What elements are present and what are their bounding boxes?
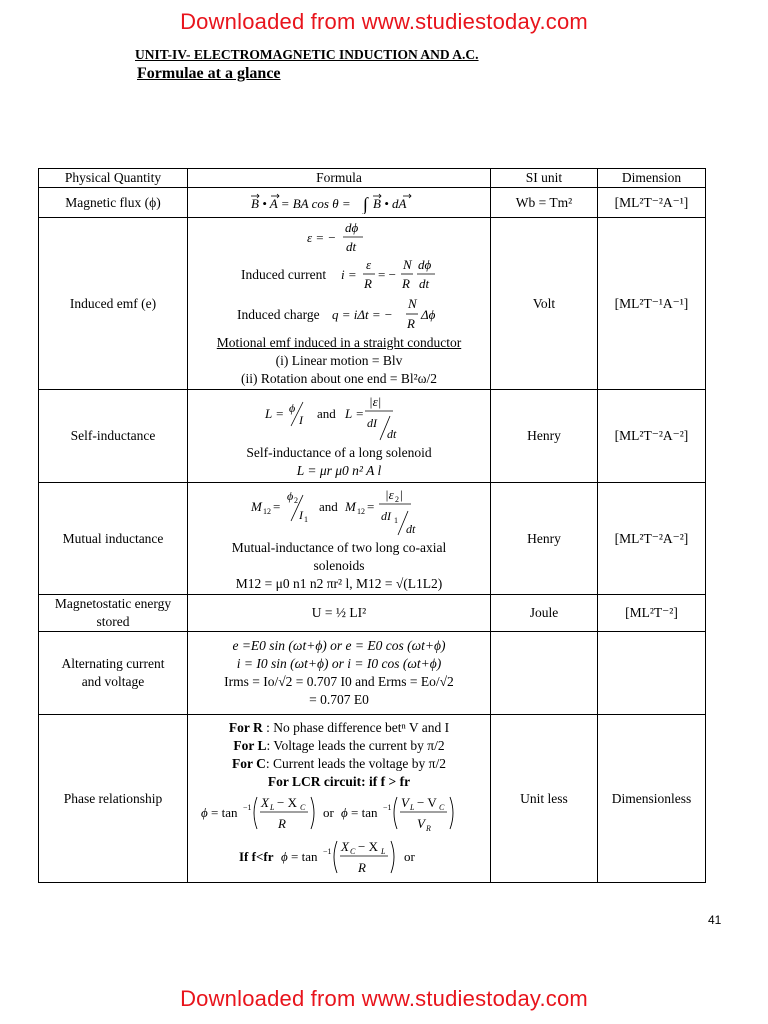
column-header-quantity: Physical Quantity (39, 169, 188, 188)
column-header-unit: SI unit (491, 169, 598, 188)
svg-text:C: C (350, 846, 356, 856)
svg-text:dϕ: dϕ (418, 256, 432, 272)
quantity-line-1: Alternating current (61, 656, 165, 671)
svg-text:−1: −1 (323, 846, 332, 856)
svg-text:L =: L = (345, 406, 365, 421)
phase-r-text: : No phase difference betⁿ V and I (266, 719, 450, 735)
svg-text:2: 2 (294, 495, 298, 505)
quantity-cell (39, 595, 188, 632)
phase-c-line (191, 755, 487, 773)
svg-text:R: R (364, 275, 372, 291)
svg-text:B • dA: B • dA (373, 195, 407, 211)
svg-text:q = iΔt = −: q = iΔt = − (332, 306, 393, 322)
quantity-line-2: stored (96, 614, 130, 629)
svg-text:12: 12 (263, 506, 271, 516)
svg-text:dt: dt (387, 427, 397, 441)
induced-current-line (191, 256, 487, 294)
table-header-row (39, 169, 706, 188)
unit-cell: Henry (491, 390, 598, 483)
dimension-cell: Dimensionless (598, 715, 706, 883)
induced-current-formula (341, 256, 441, 294)
unit-title: UNIT-IV- ELECTROMAGNETIC INDUCTION AND A.C. (135, 47, 479, 62)
svg-text:= −: = − (378, 266, 396, 282)
svg-text:dt: dt (419, 275, 430, 291)
svg-text:−1: −1 (383, 802, 392, 812)
page-number: 41 (708, 913, 722, 927)
formula-cell (188, 715, 491, 883)
quantity-cell (39, 632, 188, 715)
coaxial-formula: M12 = μ0 n1 n2 πr² l, M12 = √(L1L2) (235, 575, 443, 591)
phase-c-label: For C (232, 755, 266, 771)
formula-table (38, 168, 706, 883)
linear-motion-text: (i) Linear motion = Blv (275, 352, 403, 368)
svg-text:|ε: |ε (385, 486, 394, 502)
dimension-cell: [ML²T⁻²A⁻¹] (598, 188, 706, 218)
svg-text:dI: dI (381, 508, 391, 523)
sub-title: Formulae at a glance (137, 65, 281, 82)
svg-text:=: = (367, 498, 375, 514)
download-banner-top: Downloaded from www.studiestoday.com (180, 9, 588, 34)
formula-cell (188, 188, 491, 218)
svg-text:or: or (323, 804, 334, 820)
phase-l-label: For L (233, 737, 267, 753)
phase-r-line (191, 719, 487, 737)
table-row (39, 483, 706, 595)
quantity-cell: Magnetic flux (ϕ) (39, 188, 188, 218)
unit-cell: Wb = Tm² (491, 188, 598, 218)
phase-r-label: For R (228, 719, 263, 735)
quantity-cell: Induced emf (e) (39, 218, 188, 390)
svg-text:N: N (403, 256, 412, 272)
phase-l-line (191, 737, 487, 755)
coaxial-heading-1: Mutual-inductance of two long co-axial (231, 539, 447, 555)
svg-text:B • A = BA cos θ =: B • A = BA cos θ = (251, 195, 351, 211)
svg-text:C: C (439, 802, 445, 812)
svg-text:dI: dI (367, 416, 377, 430)
svg-text:X: X (341, 838, 349, 854)
svg-text:R: R (402, 275, 410, 291)
solenoid-heading: Self-inductance of a long solenoid (246, 445, 432, 460)
svg-text:I: I (299, 507, 303, 522)
dimension-cell: [ML²T⁻²A⁻²] (598, 483, 706, 595)
flux-formula (249, 192, 429, 214)
formula-cell (188, 632, 491, 715)
svg-text:= tan: = tan (291, 848, 318, 864)
svg-text:|ε|: |ε| (369, 394, 382, 409)
svg-text:V: V (401, 794, 409, 810)
svg-text:ϕ: ϕ (289, 401, 296, 415)
table-row (39, 188, 706, 218)
formula-cell: U = ½ LI² (188, 595, 491, 632)
mutual-inductance-formula (249, 485, 429, 539)
svg-text:ε: ε (366, 256, 372, 272)
svg-text:I: I (299, 413, 303, 427)
svg-text:i =: i = (341, 266, 357, 282)
ac-emf-formula: e =E0 sin (ωt+ϕ) or e = E0 cos (ωt+ϕ) (232, 638, 446, 653)
svg-text:R: R (426, 823, 431, 833)
svg-text:Δϕ: Δϕ (421, 306, 436, 322)
table-row (39, 595, 706, 632)
table-row (39, 632, 706, 715)
quantity-line-2: and voltage (81, 674, 145, 689)
svg-text:N: N (408, 295, 417, 311)
dimension-cell: [ML²T⁻²A⁻²] (598, 390, 706, 483)
svg-text:L: L (270, 802, 275, 812)
motional-emf-heading: Motional emf induced in a straight conductor (216, 334, 462, 350)
unit-cell: Henry (491, 483, 598, 595)
emf-formula (299, 220, 379, 256)
rms-formula-1: Irms = Io/√2 = 0.707 I0 and Erms = Eo/√2 (224, 674, 454, 689)
svg-text:− X: − X (277, 794, 297, 810)
unit-cell: Unit less (491, 715, 598, 883)
svg-text:− X: − X (358, 838, 378, 854)
induced-charge-formula (332, 294, 442, 334)
formula-cell (188, 483, 491, 595)
quantity-cell: Self-inductance (39, 390, 188, 483)
lcr-heading: For LCR circuit: if f > fr (267, 773, 411, 789)
rotation-text: (ii) Rotation about one end = Bl²ω/2 (240, 370, 438, 386)
phase-l-text: : Voltage leads the current by π/2 (266, 737, 445, 753)
rms-formula-2: = 0.707 E0 (309, 692, 369, 707)
table-row (39, 390, 706, 483)
dimension-cell: [ML²T⁻²] (598, 595, 706, 632)
lcr-low-label: If f<fr (239, 848, 274, 864)
svg-text:L: L (410, 802, 415, 812)
lcr-low-phase-formula (239, 835, 439, 879)
svg-text:ϕ: ϕ (341, 804, 348, 820)
quantity-cell: Mutual inductance (39, 483, 188, 595)
svg-text:C: C (300, 802, 306, 812)
dimension-cell (598, 632, 706, 715)
quantity-cell: Phase relationship (39, 715, 188, 883)
svg-text:ε = −: ε = − (307, 229, 337, 245)
phase-c-text: : Current leads the voltage by π/2 (265, 755, 446, 771)
svg-text:R: R (358, 859, 366, 875)
svg-text:1: 1 (394, 515, 398, 525)
svg-text:ϕ: ϕ (281, 848, 288, 864)
svg-text:−1: −1 (243, 802, 252, 812)
formula-cell (188, 390, 491, 483)
coaxial-heading-2: solenoids (313, 557, 365, 573)
svg-text:dt: dt (346, 238, 357, 254)
svg-text:ϕ: ϕ (287, 488, 294, 503)
table-row (39, 715, 706, 883)
self-inductance-formula (259, 392, 419, 444)
induced-current-label: Induced current (241, 266, 327, 282)
svg-text:= tan: = tan (351, 804, 378, 820)
svg-text:=: = (273, 498, 281, 514)
svg-text:L: L (381, 846, 386, 856)
lcr-phase-formula (201, 791, 477, 835)
column-header-formula: Formula (188, 169, 491, 188)
svg-text:R: R (278, 815, 286, 831)
quantity-line-1: Magnetostatic energy (54, 596, 172, 611)
unit-cell: Joule (491, 595, 598, 632)
svg-text:and: and (317, 406, 336, 421)
svg-text:X: X (261, 794, 269, 810)
unit-cell: Volt (491, 218, 598, 390)
svg-text:M: M (251, 498, 262, 514)
ac-current-formula: i = I0 sin (ωt+ϕ) or i = I0 cos (ωt+ϕ) (236, 656, 442, 671)
svg-text:|: | (400, 486, 403, 502)
download-banner-bottom: Downloaded from www.studiestoday.com (180, 986, 588, 1011)
induced-charge-label: Induced charge (237, 306, 320, 322)
svg-text:or: or (404, 848, 415, 864)
induced-charge-line (191, 294, 487, 334)
svg-text:12: 12 (357, 506, 365, 516)
svg-text:M: M (345, 498, 356, 514)
dimension-cell: [ML²T⁻¹A⁻¹] (598, 218, 706, 390)
svg-text:dt: dt (406, 521, 416, 536)
svg-text:− V: − V (417, 794, 437, 810)
svg-text:= tan: = tan (211, 804, 238, 820)
formula-cell (188, 218, 491, 390)
svg-text:V: V (417, 815, 425, 831)
svg-text:L =: L = (265, 406, 285, 421)
svg-text:R: R (407, 315, 415, 331)
svg-text:dϕ: dϕ (345, 219, 359, 235)
table-row (39, 218, 706, 390)
column-header-dimension: Dimension (598, 169, 706, 188)
svg-text:1: 1 (304, 514, 308, 524)
svg-text:ϕ: ϕ (201, 804, 208, 820)
svg-text:and: and (319, 498, 338, 514)
svg-text:∫: ∫ (363, 193, 368, 214)
unit-cell (491, 632, 598, 715)
solenoid-formula: L = μr μ0 n² A l (296, 463, 382, 478)
svg-text:2: 2 (395, 494, 399, 504)
